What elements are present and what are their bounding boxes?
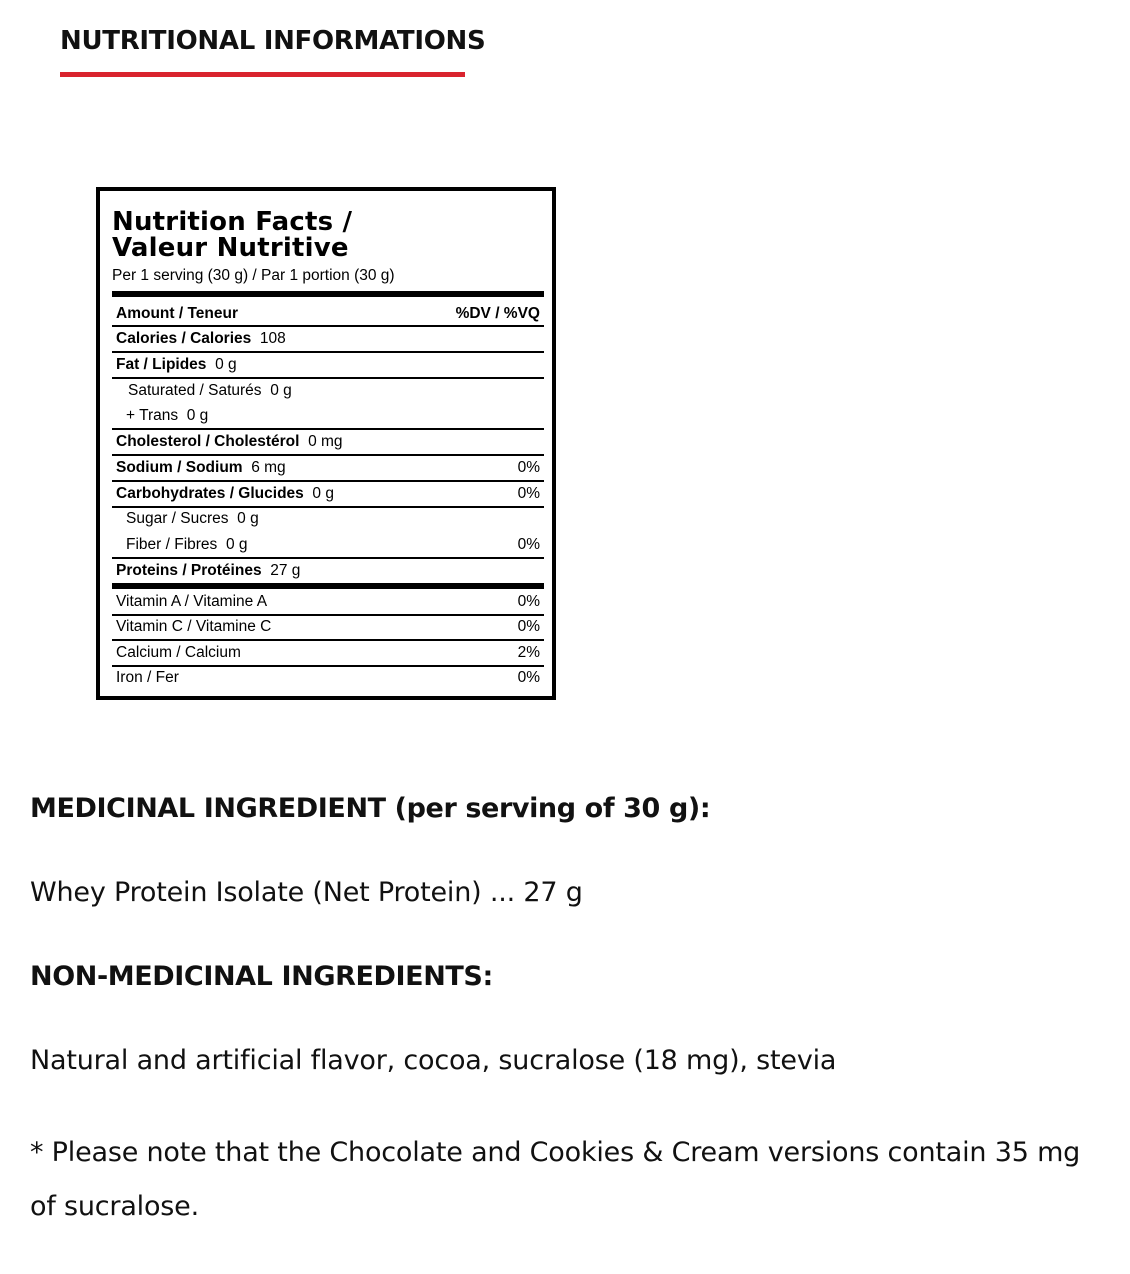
nutrient-row-sodium (116, 456, 540, 480)
nutrient-amount: 6 mg (251, 459, 286, 476)
nutrient-amount: 0 g (270, 382, 292, 399)
nutrient-row-proteins (116, 559, 540, 583)
nutrient-name: + Trans (126, 407, 179, 424)
vitamin-name: Vitamin C / Vitamine C (116, 618, 272, 635)
vitamin-dv: 0% (517, 669, 540, 686)
nutrient-amount: 108 (259, 330, 286, 347)
nutrient-amount: 0 g (225, 536, 248, 553)
nutrient-name: Fat / Lipides (116, 356, 207, 373)
nutrition-facts-title (112, 209, 352, 261)
mineral-row-iron (116, 666, 540, 690)
nutrient-dv: 0% (517, 459, 540, 476)
nutrient-amount: 27 g (270, 562, 301, 579)
nutrient-row-fat (116, 353, 540, 377)
nutrient-name: Cholesterol / Cholestérol (116, 433, 300, 450)
thick-divider (112, 583, 544, 589)
non-medicinal-ingredients-text: Natural and artificial flavor, cocoa, sucralose (18 mg), stevia (30, 1045, 837, 1076)
vitamin-dv: 0% (517, 618, 540, 635)
nutrient-amount: 0 g (237, 510, 259, 527)
vitamin-dv: 2% (517, 644, 540, 661)
nutrient-amount: 0 g (312, 485, 334, 502)
nutrient-amount: 0 g (215, 356, 237, 373)
amount-header-row (116, 302, 540, 326)
nutrient-name: Sodium / Sodium (116, 459, 243, 476)
nutrient-name: Fiber / Fibres (126, 536, 218, 553)
vitamin-name: Iron / Fer (116, 669, 179, 686)
sucralose-note: * Please note that the Chocolate and Cookies & Cream versions contain 35 mg of sucralose. (30, 1137, 1081, 1222)
amount-header: Amount / Teneur (116, 305, 238, 322)
nutrient-row-carbohydrates (116, 482, 540, 506)
vitamin-row-c (116, 615, 540, 639)
nutrient-dv: 0% (517, 536, 540, 553)
nutrient-amount: 0 g (186, 407, 209, 424)
nutrient-name: Calories / Calories (116, 330, 252, 347)
serving-size: Per 1 serving (30 g) / Par 1 portion (30 g) (112, 267, 395, 284)
nutrient-name: Proteins / Protéines (116, 562, 262, 579)
non-medicinal-ingredients-heading: NON-MEDICINAL INGREDIENTS: (30, 961, 493, 992)
dv-header: %DV / %VQ (455, 305, 540, 322)
nutrient-row-cholesterol (116, 430, 540, 454)
nutrient-row-calories (116, 327, 540, 351)
vitamin-name: Vitamin A / Vitamine A (116, 593, 268, 610)
medicinal-ingredient-heading: MEDICINAL INGREDIENT (per serving of 30 g): (30, 793, 711, 824)
nutrition-facts-label (96, 187, 556, 700)
nutrient-name: Saturated / Saturés (128, 382, 262, 399)
mineral-row-calcium (116, 641, 540, 665)
nutrient-row-trans (116, 404, 540, 428)
vitamin-name: Calcium / Calcium (116, 644, 241, 661)
nutrient-name: Carbohydrates / Glucides (116, 485, 304, 502)
vitamin-row-a (116, 590, 540, 614)
section-tab-title[interactable]: NUTRITIONAL INFORMATIONS (60, 26, 486, 56)
thick-divider (112, 291, 544, 297)
nutrient-name: Sugar / Sucres (126, 510, 229, 527)
title-line-2: Valeur Nutritive (112, 233, 349, 263)
nutrient-row-fiber (116, 533, 540, 557)
title-line-1: Nutrition Facts / (112, 207, 353, 237)
vitamin-dv: 0% (517, 593, 540, 610)
active-tab-underline (60, 72, 465, 77)
medicinal-ingredient-text: Whey Protein Isolate (Net Protein) ... 27 g (30, 877, 583, 908)
nutrient-row-sugar (116, 507, 540, 531)
nutrient-dv: 0% (517, 485, 540, 502)
nutrient-amount: 0 mg (308, 433, 343, 450)
nutrient-row-saturated (116, 379, 540, 403)
